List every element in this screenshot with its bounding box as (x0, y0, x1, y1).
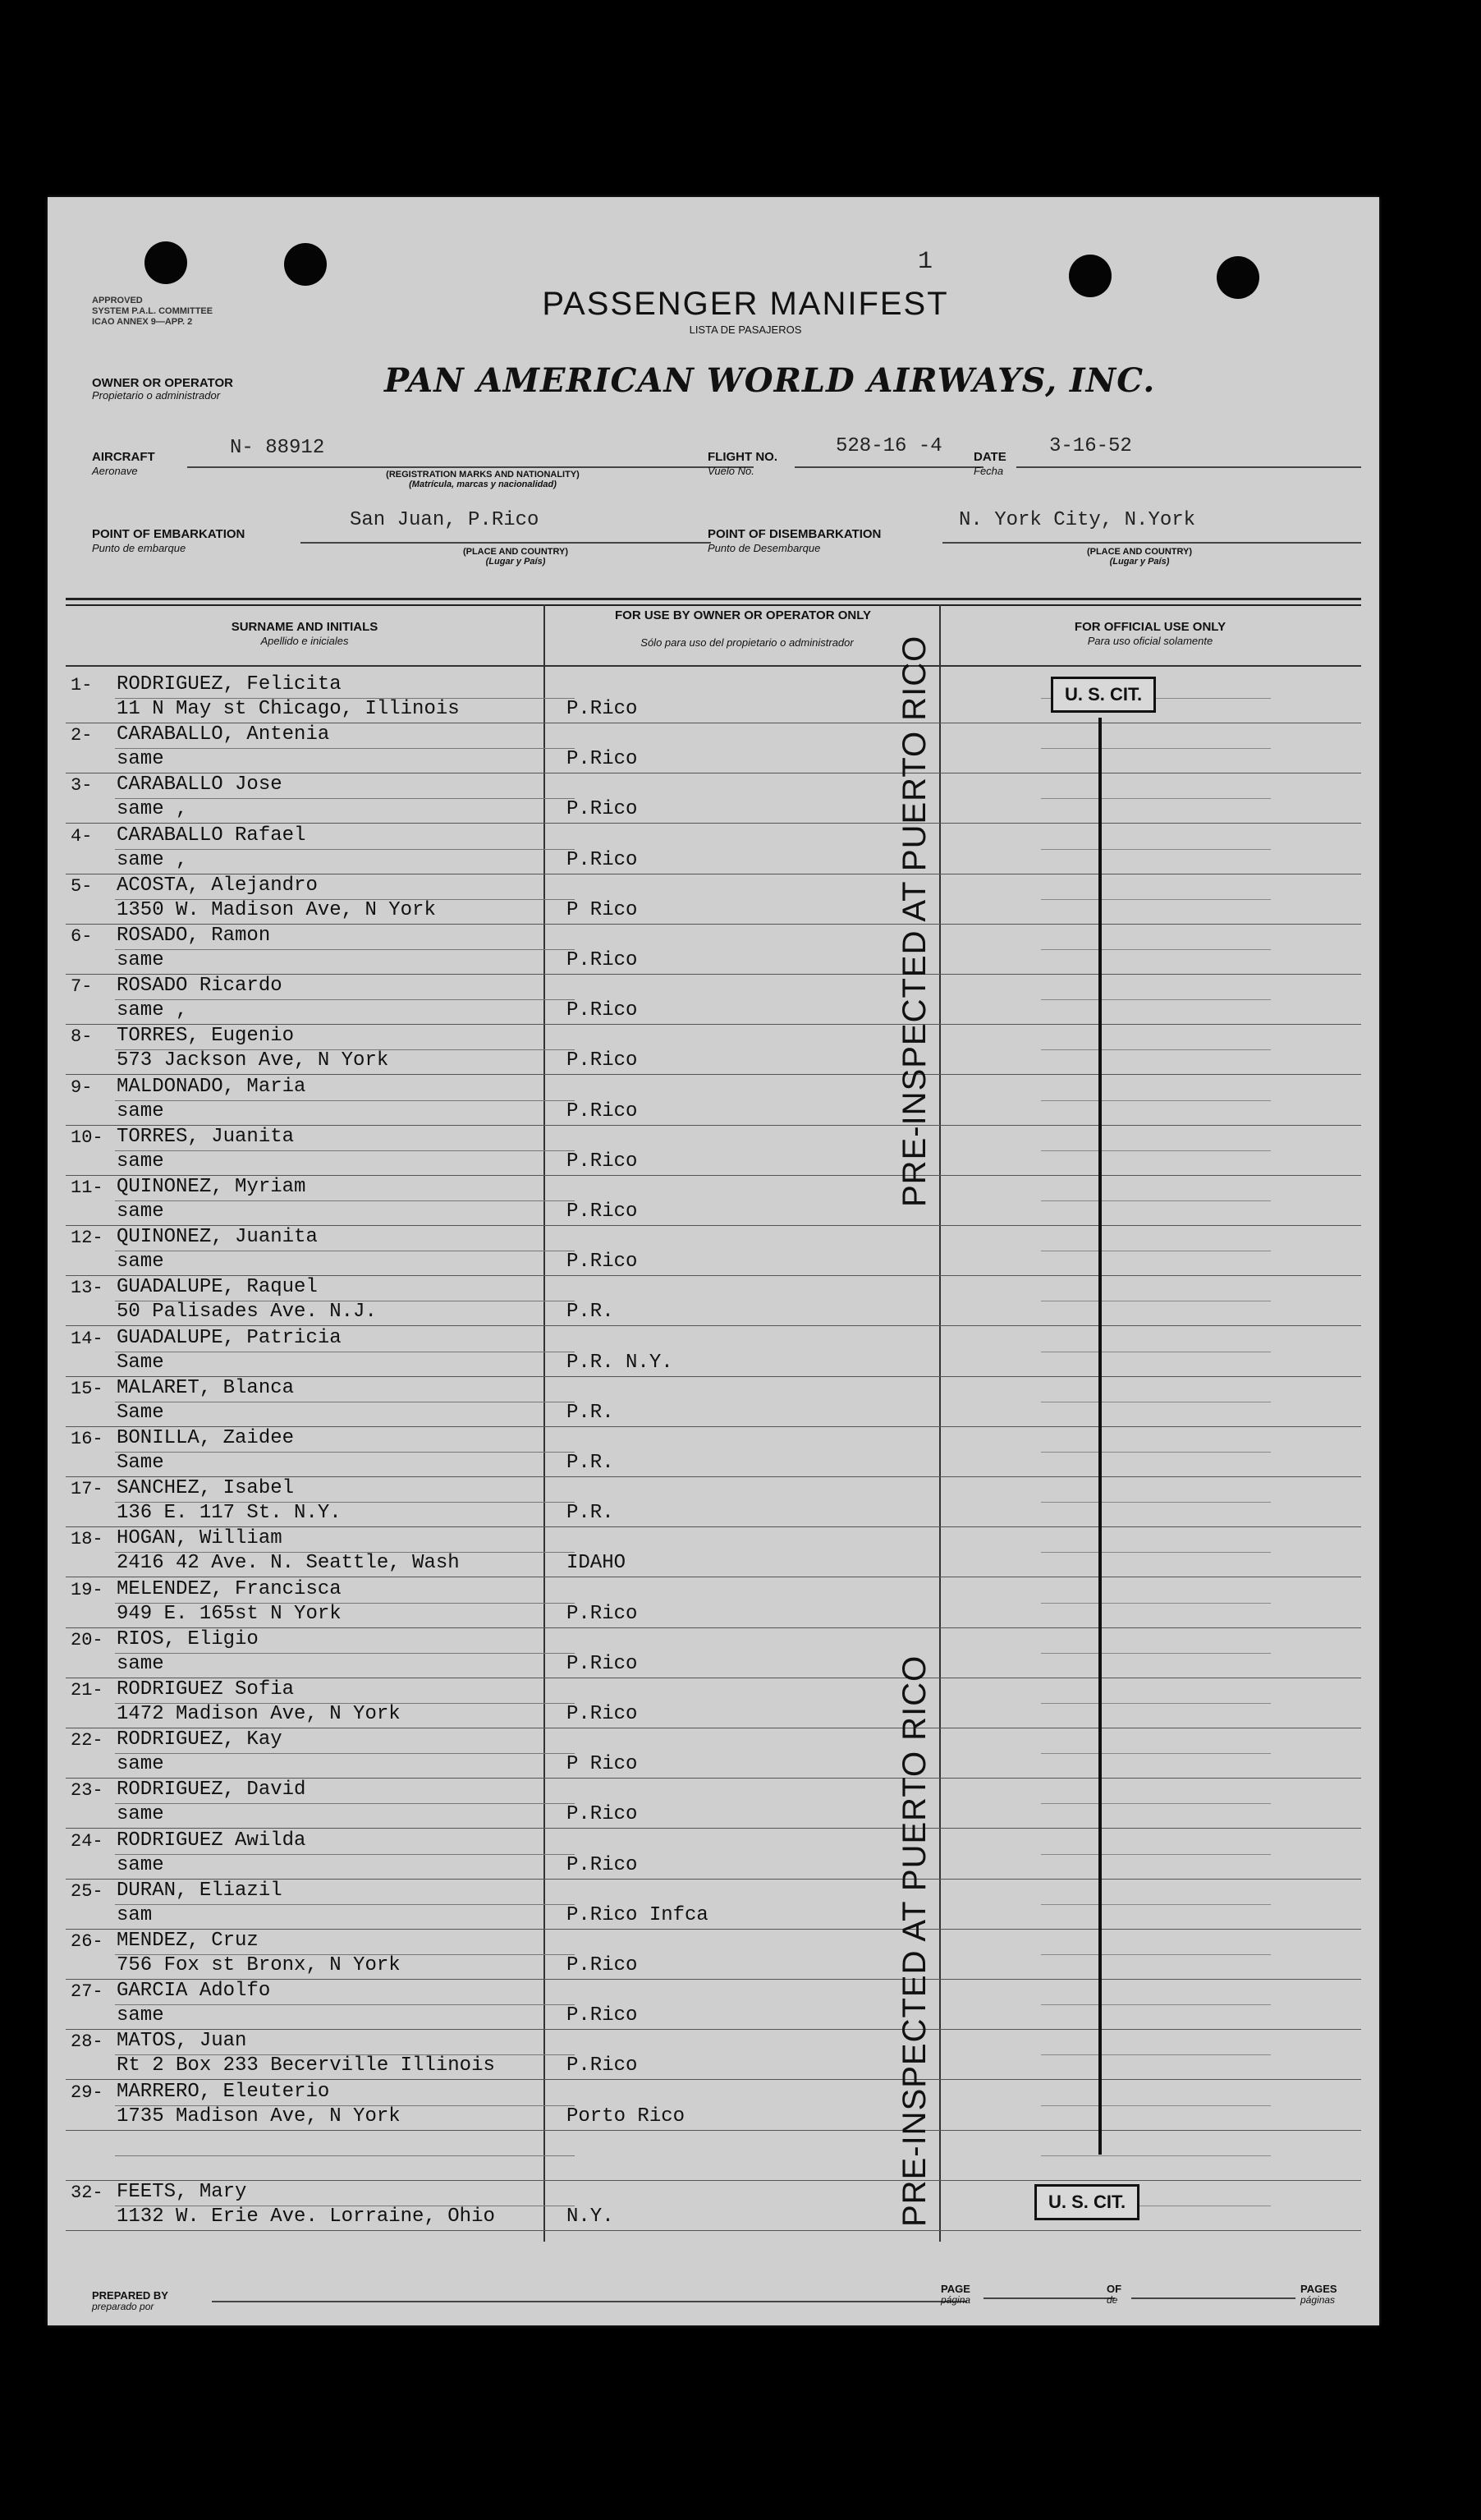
row-midline (115, 849, 575, 850)
official-header: FOR OFFICIAL USE ONLY (1074, 620, 1227, 634)
page-line (984, 2297, 1115, 2299)
official-use-line (1041, 798, 1271, 799)
table-row (66, 1880, 1361, 1930)
row-midline (115, 899, 575, 900)
row-midline (115, 1502, 575, 1503)
table-row (66, 1427, 1361, 1477)
embark-line (300, 542, 711, 544)
table-row (66, 2181, 1361, 2231)
row-midline (115, 1552, 575, 1553)
row-number: 17- (71, 1479, 103, 1500)
table-row (66, 1126, 1361, 1176)
passenger-name: FEETS, Mary (117, 2181, 247, 2203)
passenger-address: 1472 Madison Ave, N York (117, 1703, 401, 1725)
table-row (66, 2081, 1361, 2131)
punch-hole (284, 243, 327, 286)
row-number: 27- (71, 1981, 103, 2003)
passenger-name: CARABALLO, Antenia (117, 723, 330, 746)
row-midline (115, 1150, 575, 1151)
citizenship-entry: P.Rico (566, 1049, 638, 1072)
top-mark: 1 (918, 248, 933, 276)
table-row (66, 1930, 1361, 1980)
table-row (66, 1628, 1361, 1678)
of-label-es: de (1107, 2294, 1118, 2306)
disembark-line (942, 542, 1361, 544)
table-row (66, 1025, 1361, 1075)
flight-value: 528-16 -4 (836, 435, 942, 457)
official-use-line (1041, 1803, 1271, 1804)
row-number: 5- (71, 875, 93, 897)
official-use-line (1041, 1703, 1271, 1704)
header-rule (66, 665, 1361, 667)
citizenship-entry: P Rico (566, 898, 638, 921)
citizenship-entry: P.R. (566, 1452, 614, 1474)
passenger-name: DURAN, Eliazil (117, 1879, 282, 1902)
table-row (66, 1477, 1361, 1527)
row-midline (115, 999, 575, 1000)
row-midline (115, 1954, 575, 1955)
citizenship-entry: Porto Rico (566, 2105, 685, 2128)
row-midline (115, 2054, 575, 2055)
table-row (66, 1076, 1361, 1126)
citizenship-entry: P.R. (566, 1502, 614, 1525)
prepared-by-label: PREPARED BY (92, 2289, 168, 2302)
table-row (66, 1527, 1361, 1577)
citizenship-entry: P.Rico (566, 1251, 638, 1274)
passenger-name: HOGAN, William (117, 1527, 282, 1550)
approval-line: APPROVED (92, 296, 143, 305)
citizenship-entry: P Rico (566, 1753, 638, 1776)
table-row (66, 1226, 1361, 1276)
row-number: 9- (71, 1076, 93, 1098)
pages-label-es: páginas (1300, 2294, 1336, 2306)
row-midline (115, 1603, 575, 1604)
date-label-es: Fecha (974, 465, 1004, 477)
embark-label: POINT OF EMBARKATION (92, 527, 245, 541)
approval-note (92, 296, 213, 328)
us-citizen-stamp: U. S. CIT. (1034, 2184, 1139, 2220)
page-label: PAGE (941, 2283, 970, 2295)
row-midline (115, 1452, 575, 1453)
disembark-value: N. York City, N.York (959, 509, 1196, 531)
official-use-line (1041, 1854, 1271, 1855)
citizenship-entry: P.Rico (566, 1853, 638, 1876)
punch-hole (144, 241, 187, 284)
row-number: 1- (71, 675, 93, 695)
owner-use-header: FOR USE BY OWNER OR OPERATOR ONLY (615, 608, 871, 622)
place-note-en: (PLACE AND COUNTRY) (1086, 547, 1193, 557)
passenger-address: same (117, 1652, 164, 1675)
passenger-name: TORRES, Juanita (117, 1125, 295, 1148)
official-use-line (1041, 999, 1271, 1000)
row-number: 13- (71, 1278, 103, 1299)
table-row (66, 925, 1361, 975)
row-number: 20- (71, 1629, 103, 1650)
row-number: 8- (71, 1026, 93, 1048)
official-use-line (1041, 1653, 1271, 1654)
official-use-line (1041, 1100, 1271, 1101)
passenger-name: RODRIGUEZ, Felicita (117, 673, 342, 695)
row-number: 32- (71, 2183, 103, 2203)
passenger-name: RODRIGUEZ Awilda (117, 1829, 306, 1852)
table-row (66, 1176, 1361, 1226)
table-row (66, 2030, 1361, 2080)
row-midline (115, 698, 575, 699)
official-use-line (1041, 2054, 1271, 2055)
row-number: 23- (71, 1780, 103, 1802)
date-value: 3-16-52 (1049, 435, 1132, 457)
passenger-name: MENDEZ, Cruz (117, 1930, 259, 1952)
row-number: 14- (71, 1328, 103, 1349)
official-use-line (1041, 2105, 1271, 2106)
official-use-line (1041, 2155, 1271, 2156)
citizenship-entry: P.R. N.Y. (566, 1351, 673, 1374)
citizenship-entry: P.Rico (566, 698, 638, 720)
official-use-line (1041, 748, 1271, 749)
passenger-address: same (117, 1200, 164, 1223)
prepared-by-label-es: preparado por (92, 2301, 154, 2312)
row-midline (115, 2155, 575, 2156)
place-note-es: (Lugar y País) (1109, 557, 1170, 567)
row-midline (115, 1100, 575, 1101)
row-number: 15- (71, 1378, 103, 1399)
passenger-name: TORRES, Eugenio (117, 1025, 295, 1048)
citizenship-entry: P.Rico (566, 1954, 638, 1976)
row-midline (115, 1703, 575, 1704)
citizenship-entry: P.Rico Infca (566, 1903, 708, 1926)
citizenship-entry: P.Rico (566, 999, 638, 1022)
aircraft-label: AIRCRAFT (92, 450, 155, 464)
bracket-arrow (1098, 718, 1102, 2155)
passenger-name: GUADALUPE, Patricia (117, 1326, 342, 1349)
citizenship-entry: P.Rico (566, 748, 638, 771)
official-use-line (1041, 1150, 1271, 1151)
passenger-address: same (117, 1803, 164, 1826)
table-row (66, 1779, 1361, 1829)
registration-note-en: (REGISTRATION MARKS AND NATIONALITY) (386, 470, 580, 480)
row-number: 26- (71, 1931, 103, 1952)
row-number: 12- (71, 1228, 103, 1249)
passenger-name: MELENDEZ, Francisca (117, 1577, 342, 1600)
official-header-es: Para uso oficial solamente (1087, 635, 1213, 647)
citizenship-entry: P.Rico (566, 1602, 638, 1625)
page-title: PASSENGER MANIFEST (542, 286, 949, 322)
passenger-name: CARABALLO Jose (117, 773, 282, 796)
citizenship-entry: P.Rico (566, 1703, 638, 1725)
citizenship-entry: IDAHO (566, 1552, 626, 1575)
embark-value: San Juan, P.Rico (350, 509, 539, 531)
table-row (66, 975, 1361, 1025)
passenger-address: 1350 W. Madison Ave, N York (117, 898, 436, 921)
official-use-line (1041, 1200, 1271, 1201)
disembark-label-es: Punto de Desembarque (708, 542, 821, 554)
official-use-line (1041, 1753, 1271, 1754)
row-midline (115, 748, 575, 749)
table-row (66, 723, 1361, 773)
table-top-rule (66, 598, 1361, 600)
owner-label-es: Propietario o administrador (92, 389, 221, 402)
official-use-line (1041, 1502, 1271, 1503)
approval-line: SYSTEM P.A.L. COMMITTEE (92, 306, 213, 316)
passenger-name: QUINONEZ, Juanita (117, 1226, 318, 1249)
citizenship-entry: P.Rico (566, 1652, 638, 1675)
row-rule (66, 2230, 1361, 2231)
row-number: 29- (71, 2082, 103, 2103)
passenger-address: 136 E. 117 St. N.Y. (117, 1502, 342, 1525)
passenger-name: ROSADO Ricardo (117, 975, 282, 998)
row-number: 19- (71, 1579, 103, 1600)
passenger-address: 756 Fox st Bronx, N York (117, 1954, 401, 1976)
registration-note (302, 470, 663, 489)
passenger-address: 573 Jackson Ave, N York (117, 1049, 389, 1072)
passenger-address: 1132 W. Erie Ave. Lorraine, Ohio (117, 2206, 495, 2228)
citizenship-entry: P.Rico (566, 1200, 638, 1223)
row-midline (115, 798, 575, 799)
aircraft-line (187, 466, 754, 468)
passenger-name: MALDONADO, Maria (117, 1075, 306, 1098)
official-use-line (1041, 1954, 1271, 1955)
embark-place-note (409, 547, 622, 567)
preinspected-stamp: PRE-INSPECTED AT PUERTO RICO (896, 1655, 933, 2227)
punch-hole (1217, 256, 1259, 299)
registration-note-es: (Matrícula, marcas y nacionalidad) (409, 480, 557, 489)
official-use-line (1041, 1904, 1271, 1905)
passenger-name: QUINONEZ, Myriam (117, 1176, 306, 1198)
passenger-address: same (117, 2004, 164, 2027)
surname-header: SURNAME AND INITIALS (231, 620, 378, 634)
table-row (66, 673, 1361, 723)
citizenship-entry: P.Rico (566, 1803, 638, 1826)
passenger-table (66, 598, 1361, 2242)
official-use-line (1041, 1049, 1271, 1050)
passenger-name: RODRIGUEZ, David (117, 1779, 306, 1802)
table-row (66, 1728, 1361, 1779)
row-midline (115, 1049, 575, 1050)
row-number: 16- (71, 1429, 103, 1449)
passenger-address: sam (117, 1903, 153, 1926)
citizenship-entry: N.Y. (566, 2206, 614, 2228)
citizenship-entry: P.R. (566, 1301, 614, 1324)
official-use-line (1041, 1452, 1271, 1453)
row-midline (115, 1753, 575, 1754)
passenger-name: ACOSTA, Alejandro (117, 874, 318, 897)
disembark-place-note (1033, 547, 1246, 567)
citizenship-entry: P.Rico (566, 1150, 638, 1173)
row-midline (115, 1904, 575, 1905)
row-midline (115, 1803, 575, 1804)
row-number: 21- (71, 1680, 103, 1701)
row-number: 4- (71, 825, 93, 847)
table-row (66, 1276, 1361, 1326)
date-line (1016, 466, 1361, 468)
row-midline (115, 2004, 575, 2005)
row-midline (115, 2105, 575, 2106)
passenger-address: same , (117, 848, 188, 871)
row-midline (115, 949, 575, 950)
approval-line: ICAO ANNEX 9—APP. 2 (92, 317, 193, 327)
of-label: OF (1107, 2283, 1122, 2295)
manifest-sheet (48, 197, 1379, 2325)
passenger-address: Same (117, 1351, 164, 1374)
citizenship-entry: P.Rico (566, 949, 638, 971)
passenger-name: BONILLA, Zaidee (117, 1427, 295, 1449)
preinspected-stamp: PRE-INSPECTED AT PUERTO RICO (896, 635, 933, 1207)
passenger-name: RODRIGUEZ Sofia (117, 1678, 295, 1701)
passenger-address: same , (117, 798, 188, 821)
passenger-address: same (117, 1251, 164, 1274)
official-use-line (1041, 849, 1271, 850)
passenger-name: ROSADO, Ramon (117, 925, 271, 947)
citizenship-entry: P.Rico (566, 2004, 638, 2027)
passenger-name: SANCHEZ, Isabel (117, 1477, 295, 1500)
punch-hole (1069, 255, 1112, 297)
row-number: 10- (71, 1127, 103, 1148)
official-use-line (1041, 1603, 1271, 1604)
row-number: 2- (71, 725, 93, 746)
passenger-address: same (117, 1753, 164, 1776)
flight-label-es: Vuelo No. (708, 465, 754, 477)
passenger-name: RODRIGUEZ, Kay (117, 1728, 282, 1751)
passenger-address: same (117, 748, 164, 771)
passenger-address: 949 E. 165st N York (117, 1602, 342, 1625)
passenger-address: same (117, 1853, 164, 1876)
table-row (66, 824, 1361, 874)
owner-use-header-es: Sólo para uso del propietario o administrador (640, 636, 854, 649)
table-row (66, 874, 1361, 925)
table-row (66, 1578, 1361, 1628)
row-midline (115, 1854, 575, 1855)
table-row (66, 773, 1361, 824)
page-label-es: página (941, 2294, 971, 2306)
passenger-name: GUADALUPE, Raquel (117, 1276, 318, 1299)
table-row (66, 1377, 1361, 1427)
of-line (1131, 2297, 1295, 2299)
prepared-line (212, 2301, 967, 2302)
table-row (66, 1980, 1361, 2030)
flight-line (795, 466, 984, 468)
row-number: 24- (71, 1830, 103, 1852)
passenger-name: CARABALLO Rafael (117, 824, 306, 847)
aircraft-value: N- 88912 (230, 437, 325, 459)
row-number: 22- (71, 1730, 103, 1751)
passenger-address: Same (117, 1452, 164, 1474)
passenger-name: RIOS, Eligio (117, 1627, 259, 1650)
passenger-address: Rt 2 Box 233 Becerville Illinois (117, 2054, 495, 2077)
citizenship-entry: P.Rico (566, 848, 638, 871)
passenger-address: 2416 42 Ave. N. Seattle, Wash (117, 1552, 460, 1575)
owner-label: OWNER OR OPERATOR (92, 376, 233, 390)
passenger-address: 11 N May st Chicago, Illinois (117, 698, 460, 720)
row-number: 3- (71, 775, 93, 796)
place-note-es: (Lugar y País) (485, 557, 546, 567)
official-use-line (1041, 1552, 1271, 1553)
passenger-name: MATOS, Juan (117, 2030, 247, 2053)
table-row (66, 1829, 1361, 1880)
row-number: 7- (71, 976, 93, 998)
row-midline (115, 1200, 575, 1201)
table-row (66, 1678, 1361, 1728)
citizenship-entry: P.R. (566, 1401, 614, 1424)
place-note-en: (PLACE AND COUNTRY) (462, 547, 569, 557)
date-label: DATE (974, 450, 1006, 464)
table-row (66, 2131, 1361, 2181)
passenger-address: same (117, 1099, 164, 1122)
company-name: PAN AMERICAN WORLD AIRWAYS, INC. (384, 361, 1156, 400)
row-number: 25- (71, 1880, 103, 1902)
row-number: 11- (71, 1177, 103, 1198)
passenger-name: MALARET, Blanca (117, 1376, 295, 1399)
passenger-address: same , (117, 999, 188, 1022)
passenger-address: 1735 Madison Ave, N York (117, 2105, 401, 2128)
citizenship-entry: P.Rico (566, 2054, 638, 2077)
disembark-label: POINT OF DISEMBARKATION (708, 527, 882, 541)
row-midline (115, 1653, 575, 1654)
citizenship-entry: P.Rico (566, 798, 638, 821)
passenger-address: same (117, 949, 164, 971)
citizenship-entry: P.Rico (566, 1099, 638, 1122)
passenger-name: GARCIA Adolfo (117, 1980, 271, 2003)
row-number: 6- (71, 926, 93, 947)
table-top-rule (66, 604, 1361, 606)
passenger-address: Same (117, 1401, 164, 1424)
pages-label: PAGES (1300, 2283, 1337, 2295)
passenger-name: MARRERO, Eleuterio (117, 2080, 330, 2103)
official-use-line (1041, 899, 1271, 900)
passenger-address: 50 Palisades Ave. N.J. (117, 1301, 377, 1324)
us-citizen-stamp: U. S. CIT. (1051, 677, 1156, 713)
table-row (66, 1327, 1361, 1377)
page-subtitle: LISTA DE PASAJEROS (689, 324, 802, 336)
aircraft-label-es: Aeronave (92, 465, 138, 477)
official-use-line (1041, 949, 1271, 950)
row-number: 28- (71, 2031, 103, 2053)
row-number: 18- (71, 1529, 103, 1550)
passenger-address: same (117, 1150, 164, 1173)
surname-header-es: Apellido e iniciales (260, 635, 349, 647)
official-use-line (1041, 2004, 1271, 2005)
flight-label: FLIGHT NO. (708, 450, 777, 464)
embark-label-es: Punto de embarque (92, 542, 186, 554)
